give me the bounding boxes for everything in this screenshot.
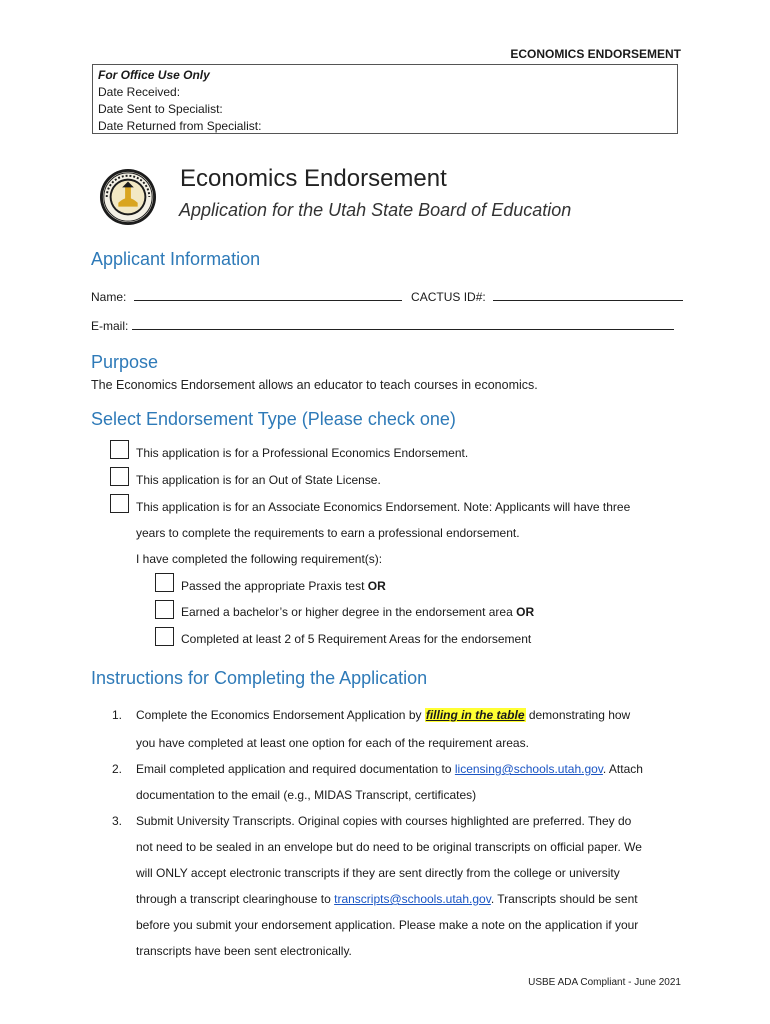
instruction-2-line-1: Email completed application and required documentation to licensing@schools.utah.gov. Attach [136,762,643,776]
instruction-3-line-2: not need to be sealed in an envelope but do need to be original transcripts on official paper. We [136,840,642,854]
requirement-areas-label: Completed at least 2 of 5 Requirement Areas for the endorsement [181,632,532,646]
out-of-state-checkbox[interactable] [110,467,129,486]
office-use-box [92,64,678,134]
purpose-text: The Economics Endorsement allows an educator to teach courses in economics. [91,378,538,392]
out-of-state-label: This application is for an Out of State License. [136,473,381,487]
associate-endorsement-checkbox[interactable] [110,494,129,513]
purpose-heading: Purpose [91,352,159,372]
instruction-1-line-2: you have completed at least one option for each of the requirement areas. [136,736,529,750]
applicant-info-heading: Applicant Information [91,249,261,269]
degree-checkbox[interactable] [155,600,174,619]
usbe-seal-icon [99,168,157,226]
date-sent-label: Date Sent to Specialist: [98,102,223,116]
name-row [91,288,683,304]
date-returned-label: Date Returned from Specialist: [98,119,262,133]
degree-label: Earned a bachelor’s or higher degree in the endorsement area OR [181,605,535,619]
licensing-email-link[interactable]: licensing@schools.utah.gov [454,762,603,776]
professional-endorsement-label: This application is for a Professional Economics Endorsement. [136,446,469,460]
instruction-3-line-6: transcripts have been sent electronically. [136,944,352,958]
name-input-line[interactable] [134,288,402,301]
list-number: 2. [111,762,122,776]
requirements-intro: I have completed the following requirement(s): [136,552,383,566]
list-number: 1. [111,708,122,722]
highlighted-phrase: filling in the table [425,708,525,722]
email-label: E-mail: [91,319,129,333]
date-received-label: Date Received: [98,85,181,99]
name-label: Name: [91,290,127,304]
instruction-1-line-1: Complete the Economics Endorsement Application by filling in the table demonstrating how [136,708,631,722]
instruction-3-line-3: will ONLY accept electronic transcripts if they are sent directly from the college or university [136,866,620,880]
footer-compliance-note: USBE ADA Compliant - June 2021 [528,977,681,988]
list-number: 3. [111,814,122,828]
instruction-3-line-4: through a transcript clearinghouse to transcripts@schools.utah.gov. Transcripts should be sent [136,892,638,906]
office-use-title: For Office Use Only [98,68,210,82]
email-row [91,317,674,333]
cactus-id-input-line[interactable] [493,288,683,301]
instruction-2-line-2: documentation to the email (e.g., MIDAS Transcript, certificates) [136,788,477,802]
praxis-label: Passed the appropriate Praxis test OR [181,579,386,593]
instruction-3-line-5: before you submit your endorsement application. Please make a note on the application if your [136,918,639,932]
document-title: Economics Endorsement [180,165,447,192]
professional-endorsement-checkbox[interactable] [110,440,129,459]
instructions-heading: Instructions for Completing the Application [91,668,428,688]
associate-endorsement-note: years to complete the requirements to earn a professional endorsement. [136,526,520,540]
endorsement-type-heading: Select Endorsement Type (Please check one) [91,409,456,429]
document-subtitle: Application for the Utah State Board of Education [179,200,572,220]
instruction-3-line-1: Submit University Transcripts. Original copies with courses highlighted are preferred. They do [136,814,632,828]
document-header-tag: ECONOMICS ENDORSEMENT [510,47,681,61]
cactus-id-label: CACTUS ID#: [411,290,486,304]
praxis-checkbox[interactable] [155,573,174,592]
email-input-line[interactable] [132,317,674,330]
requirement-areas-checkbox[interactable] [155,627,174,646]
transcripts-email-link[interactable]: transcripts@schools.utah.gov [334,892,491,906]
associate-endorsement-label: This application is for an Associate Economics Endorsement. Note: Applicants will have three [136,500,631,514]
